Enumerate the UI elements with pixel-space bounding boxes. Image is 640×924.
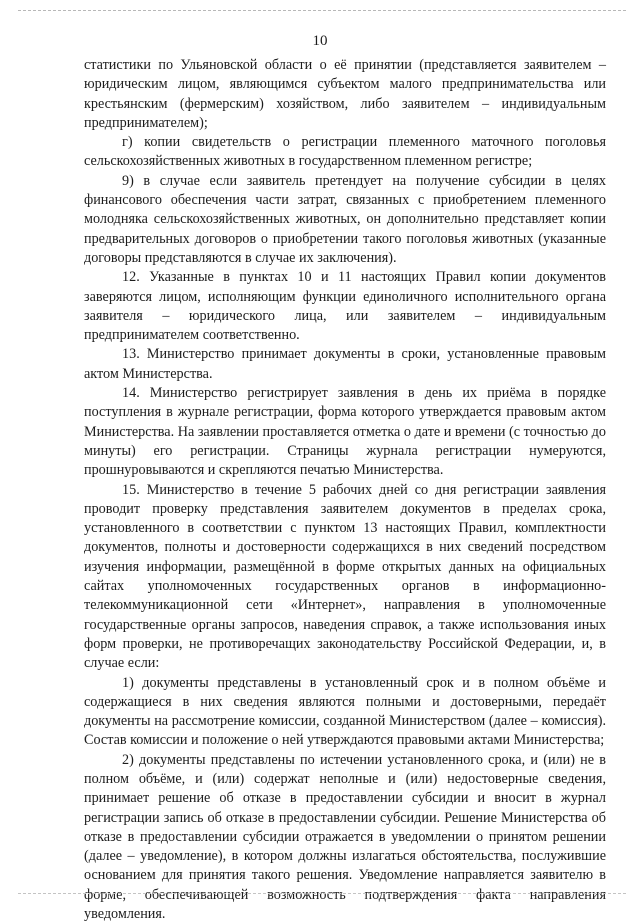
paragraph-15-document-verification: 15. Министерство в течение 5 рабочих дней со дня регистрации заявления проводит проверку представления заявителем документов в пределах срока, установленного в соответствии с пунктом 13 настоящих Правил, комплектности документов, полноты и достоверности содержащихся в них сведений посредством изучения информации, размещённой в форме открытых данных на официальных сайтах уполномоченных государственных органов в информационно-телекоммуникационной сети «Интернет», направления в уполномоченные государственные органы запросов, наведения справок, а также использования иных форм проверки, не противоречащих законодательству Российской Федерации, и, в случае если: <box>84 481 606 672</box>
document-body <box>84 56 606 924</box>
paragraph-12-document-certification: 12. Указанные в пунктах 10 и 11 настоящих Правил копии документов заверяются лицом, исполняющим функции единоличного исполнительного органа заявителя – юридического лица, или заявителем – индивидуальным предпринимателем соответственно. <box>84 269 606 344</box>
paragraph-13-acceptance-terms: 13. Министерство принимает документы в сроки, установленные правовым актом Министерства. <box>84 346 606 382</box>
page-bottom-edge <box>18 893 626 894</box>
paragraph-14-registration-journal: 14. Министерство регистрирует заявления в день их приёма в порядке поступления в журнале регистрации, форма которого утверждается правовым актом Министерства. На заявлении проставляется отметка о дате и времени (с точностью до минуты) его регистрации. Страницы журнала регистрации нумеруются, прошнуровываются и скрепляются печатью Министерства. <box>84 385 606 479</box>
paragraph-15-item-1-commission: 1) документы представлены в установленный срок и в полном объёме и содержащиеся в них сведения являются полными и достоверными, передаёт документы на рассмотрение комиссии, созданной Министерством (далее – комиссия). Состав комиссии и положение о ней утверждаются правовыми актами Министерства; <box>84 674 606 749</box>
paragraph-continuation-statistics: статистики по Ульяновской области о её принятии (представляется заявителем – юридическим лицом, являющимся субъектом малого предпринимательства или крестьянским (фермерским) хозяйством, либо заявителем – индивидуальным предпринимателем); <box>84 57 606 131</box>
page-number: 10 <box>312 33 328 49</box>
paragraph-item-g-breeding-certificates: г) копии свидетельств о регистрации племенного маточного поголовья сельскохозяйственных животных в государственном племенном регистре; <box>84 134 606 170</box>
paragraph-15-item-2-refusal: 2) документы представлены по истечении установленного срока, и (или) не в полном объёме, и (или) содержат неполные и (или) недостоверные сведения, принимает решение об отказе в предоставлении субсидии и вносит в журнал регистрации запись об отказе в предоставлении субсидии. Решение Министерства об отказе в предоставлении субсидии отражается в уведомлении о принятом решении (далее – уведомление), в котором должны излагаться обстоятельства, послужившие основанием для принятия такого решения. Уведомление направляется заявителю в форме, обеспечивающей возможность подтверждения факта направления уведомления. <box>84 751 606 923</box>
page-top-edge <box>18 10 626 11</box>
paragraph-item-9-preliminary-contracts: 9) в случае если заявитель претендует на получение субсидии в целях финансового обеспечения части затрат, связанных с приобретением племенного молодняка сельскохозяйственных животных, он дополнительно представляет копии предварительных договоров о приобретении такого поголовья животных (указанные договоры представляются в случае их заключения). <box>84 172 606 266</box>
